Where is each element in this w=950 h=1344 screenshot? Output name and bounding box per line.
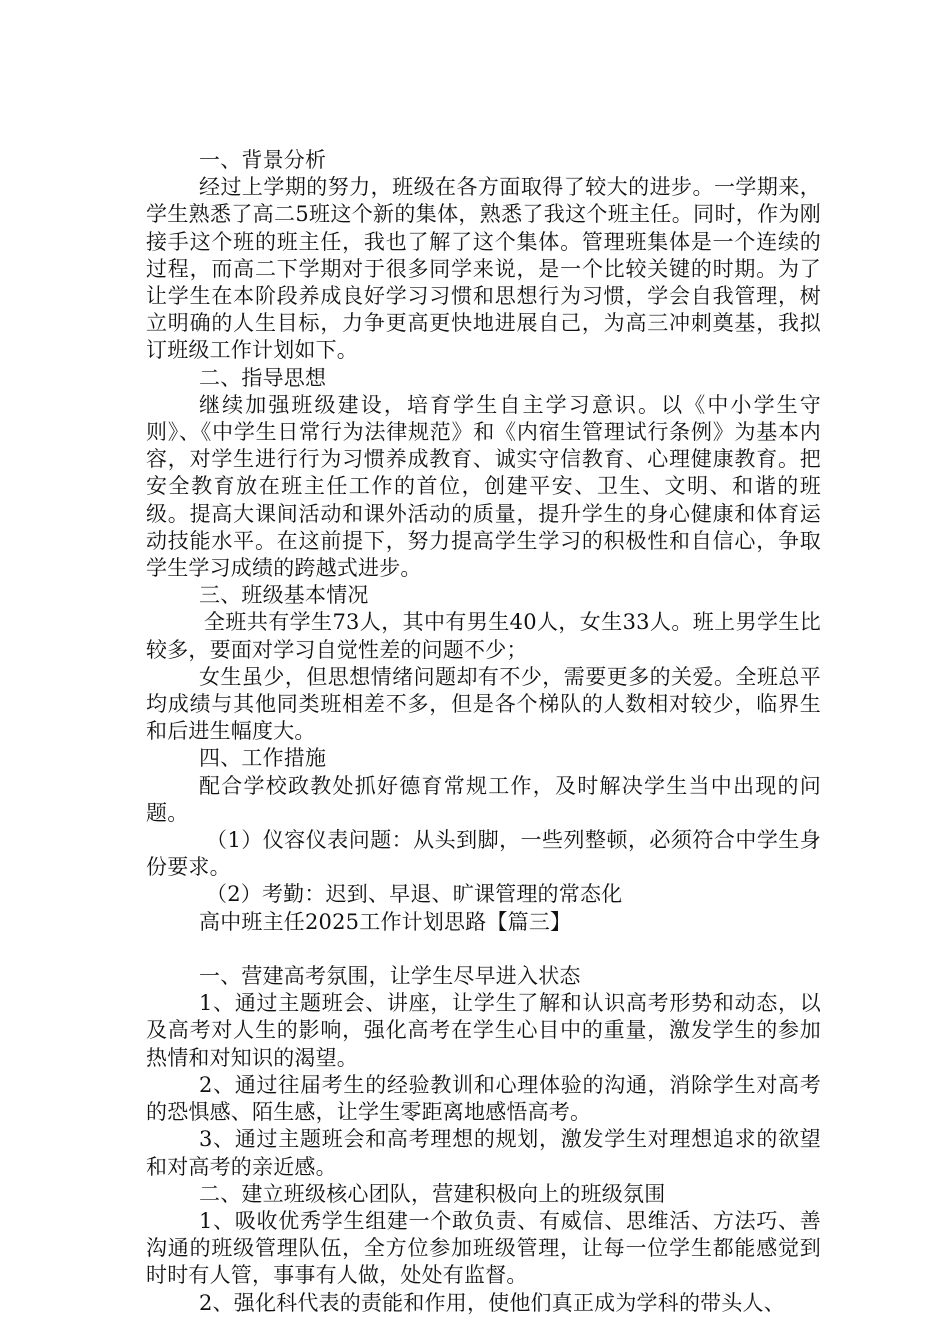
list-item-team-1: 1、吸收优秀学生组建一个敢负责、有威信、思维活、方法巧、善沟通的班级管理队伍，全方位参加班级管理，让每一位学生都能感觉到时时有人管，事事有人做，处处有监督。 [146,1208,821,1288]
document-body [146,147,821,1317]
paragraph-guiding-thought: 继续加强班级建设，培育学生自主学习意识。以《中小学生守则》、《中学生日常行为法律规范》和《内宿生管理试行条例》为基本内容，对学生进行行为习惯养成教育、诚实守信教育、心理健康教育。把安全教育放在班主任工作的首位，创建平安、卫生、文明、和谐的班级。提高大课间活动和课外活动的质量，提升学生的身心健康和体育运动技能水平。在这前提下，努力提高学生学习的积极性和自信心，争取学生学习成绩的跨越式进步。 [146,392,821,581]
section-heading-measures: 四、工作措施 [199,746,327,771]
paragraph-class-situation-2: 女生虽少，但思想情绪问题却有不少，需要更多的关爱。全班总平均成绩与其他同类班相差不多，但是各个梯队的人数相对较少，临界生和后进生幅度大。 [146,664,821,744]
paragraph-measures: 配合学校政教处抓好德育常规工作，及时解决学生当中出现的问题。 [146,773,821,825]
list-item-exam-3: 3、通过主题班会和高考理想的规划，激发学生对理想追求的欲望和对高考的亲近感。 [146,1127,821,1179]
section-heading-guiding-thought: 二、指导思想 [199,365,327,390]
list-item-attendance: （2）考勤：迟到、早退、旷课管理的常态化 [206,882,623,907]
list-item-team-2: 2、强化科代表的责能和作用，使他们真正成为学科的带头人、 [199,1290,785,1315]
list-item-exam-1: 1、通过主题班会、讲座，让学生了解和认识高考形势和动态，以及高考对人生的影响，强化高考在学生心目中的重量，激发学生的参加热情和对知识的渴望。 [146,991,821,1070]
blank-line [146,936,821,963]
paragraph-class-situation-1: 全班共有学生73人，其中有男生40人，女生33人。班上男学生比较多，要面对学习自觉性差的问题不少； [146,610,821,662]
section-heading-background: 一、背景分析 [199,148,327,172]
list-item-appearance: （1）仪容仪表问题：从头到脚，一些列整顿，必须符合中学生身份要求。 [146,828,821,880]
list-item-exam-2: 2、通过往届考生的经验教训和心理体验的沟通，消除学生对高考的恐惧感、陌生感，让学生零距离地感悟高考。 [146,1072,821,1125]
section-heading-class-situation: 三、班级基本情况 [199,583,369,608]
paragraph-background: 经过上学期的努力，班级在各方面取得了较大的进步。一学期来，学生熟悉了高二5班这个新的集体，熟悉了我这个班主任。同时，作为刚接手这个班的班主任，我也了解了这个集体。管理班集体是一个连续的过程，而高二下学期对于很多同学来说，是一个比较关键的时期。为了让学生在本阶段养成良好学习习惯和思想行为习惯，学会自我管理，树立明确的人生目标，力争更高更快地进展自己，为高三冲刺奠基，我拟订班级工作计划如下。 [146,175,821,363]
document-subtitle: 高中班主任2025工作计划思路【篇三】 [199,909,572,934]
section-heading-exam-atmosphere: 一、营建高考氛围，让学生尽早进入状态 [199,964,581,989]
section-heading-core-team: 二、建立班级核心团队，营建积极向上的班级氛围 [199,1181,666,1206]
